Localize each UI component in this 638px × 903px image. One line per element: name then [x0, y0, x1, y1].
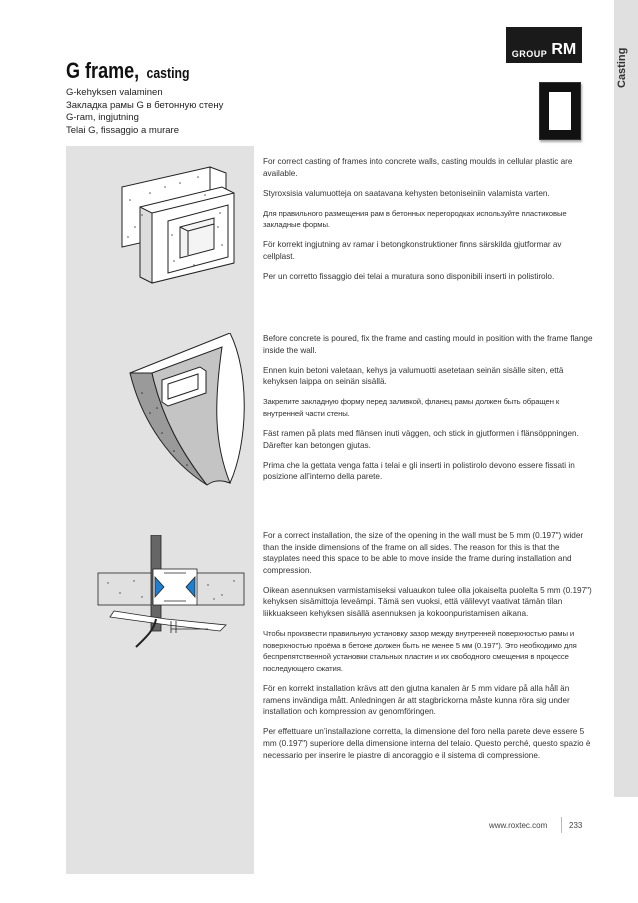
opening-clearance-diagram — [96, 535, 246, 655]
page-title — [66, 49, 190, 86]
paragraph-en: For correct casting of frames into concrete walls, casting moulds in cellular plastic are available. — [263, 157, 573, 178]
paragraph-fi: Ennen kuin betoni valetaan, kehys ja valumuotti asetetaan seinän sisälle siten, että kehyksen laippa on seinän sisällä. — [263, 365, 564, 387]
brand-rm-label: RM — [551, 41, 577, 58]
subtitle-sv: G-ram, ingjutning — [66, 112, 139, 123]
paragraph-fi: Styroxsisia valumuotteja on saatavana kehysten betoniseiniin valamista varten. — [263, 188, 550, 198]
bracket — [110, 611, 226, 631]
subtitle-fi: G-kehyksen valaminen — [66, 87, 163, 98]
section-opening-size — [263, 530, 593, 770]
wall-left — [98, 573, 154, 605]
section-casting-moulds — [263, 156, 593, 291]
wall-right — [196, 573, 244, 605]
paragraph-fi: Oikean asennuksen varmistamiseksi valuaukon tulee olla jokaiselta puolelta 5 mm (0.197") kehyksen sisämittoja leveämpi. Tämä sen vuoksi, että välilevyt vaativat tämän tilan liikkuakseen kehyksen sisällä asennuksen ja kokoonpuristamisen aikana. — [263, 585, 592, 619]
title-main: G frame, — [66, 58, 140, 83]
paragraph-sv: För en korrekt installation krävs att den gjutna kanalen är 5 mm vidare på alla håll än ramens invändiga mått. Anledningen är att stagbrickorna måste kunna röra sig under installation och kompression av genomföringen. — [263, 684, 570, 717]
paragraph-it: Prima che la gettata venga fatta i telai e gli inserti in polistirolo devono essere fissati in posizione all’interno della parete. — [263, 460, 575, 482]
paragraph-it: Per un corretto fissaggio dei telai a muratura sono disponibili inserti in polistirolo. — [263, 272, 555, 282]
website-link[interactable]: www.roxtec.com — [489, 821, 548, 830]
paragraph-sv: För korrekt ingjutning av ramar i betongkonstruktioner finns särskilda gjutformar av cellplast. — [263, 240, 562, 262]
wall-section-illustration — [122, 333, 252, 493]
paragraph-sv: Fäst ramen på plats med flänsen inuti väggen, och stick in gjutformen i flänsöppningen. Därefter kan betongen gjutas. — [263, 429, 579, 450]
paragraph-ru: Чтобы произвести правильную установку зазор между внутренней поверхностью рамы и поверхностью проёма в бетоне должен быть не менее 5 мм (0.197"). Это необходимо для беспрепятственной установки стальных пластин и их свободного смещения в процессе последующего сжатия. — [263, 629, 577, 673]
frame-opening — [549, 92, 571, 130]
brand-group-label: GROUP — [511, 49, 548, 59]
subtitle-it: Telai G, fissaggio a murare — [66, 124, 179, 136]
side-tab — [614, 0, 638, 797]
group-rm-badge — [506, 27, 582, 63]
casting-mould-illustration — [110, 165, 250, 290]
subtitle-ru: Закладка рамы G в бетонную стену — [66, 99, 224, 111]
title-sub: casting — [146, 65, 190, 82]
page-number: 233 — [569, 821, 583, 830]
translated-subtitles — [66, 87, 223, 137]
paragraph-en: Before concrete is poured, fix the frame and casting mould in position with the frame flange inside the wall. — [263, 334, 593, 355]
side-tab-label: Casting — [616, 47, 628, 88]
paragraph-it: Per effettuare un’installazione corretta, la dimensione del foro nella parete deve essere 5 mm (0.197") superiore della dimensione interna del telaio. Questo perché, questo spazio è necessario per inserire le piastre di ancoraggio e il sistema di compressione. — [263, 727, 591, 760]
paragraph-en: For a correct installation, the size of the opening in the wall must be 5 mm (0.197") wider than the inside dimensions of the frame on all sides. The reason for this is that the stayplates need this space to be able to move inside the frame during installation and compression. — [263, 531, 584, 575]
footer-divider — [561, 817, 562, 833]
g-frame-product-image — [539, 82, 581, 140]
paragraph-ru: Для правильного размещения рам в бетонных перегородках используйте пластиковые закладные формы. — [263, 208, 567, 230]
section-fix-before-pouring — [263, 333, 593, 491]
paragraph-ru: Закрепите закладную форму перед заливкой, фланец рамы должен быть обращен к внутренней части стены. — [263, 397, 560, 418]
